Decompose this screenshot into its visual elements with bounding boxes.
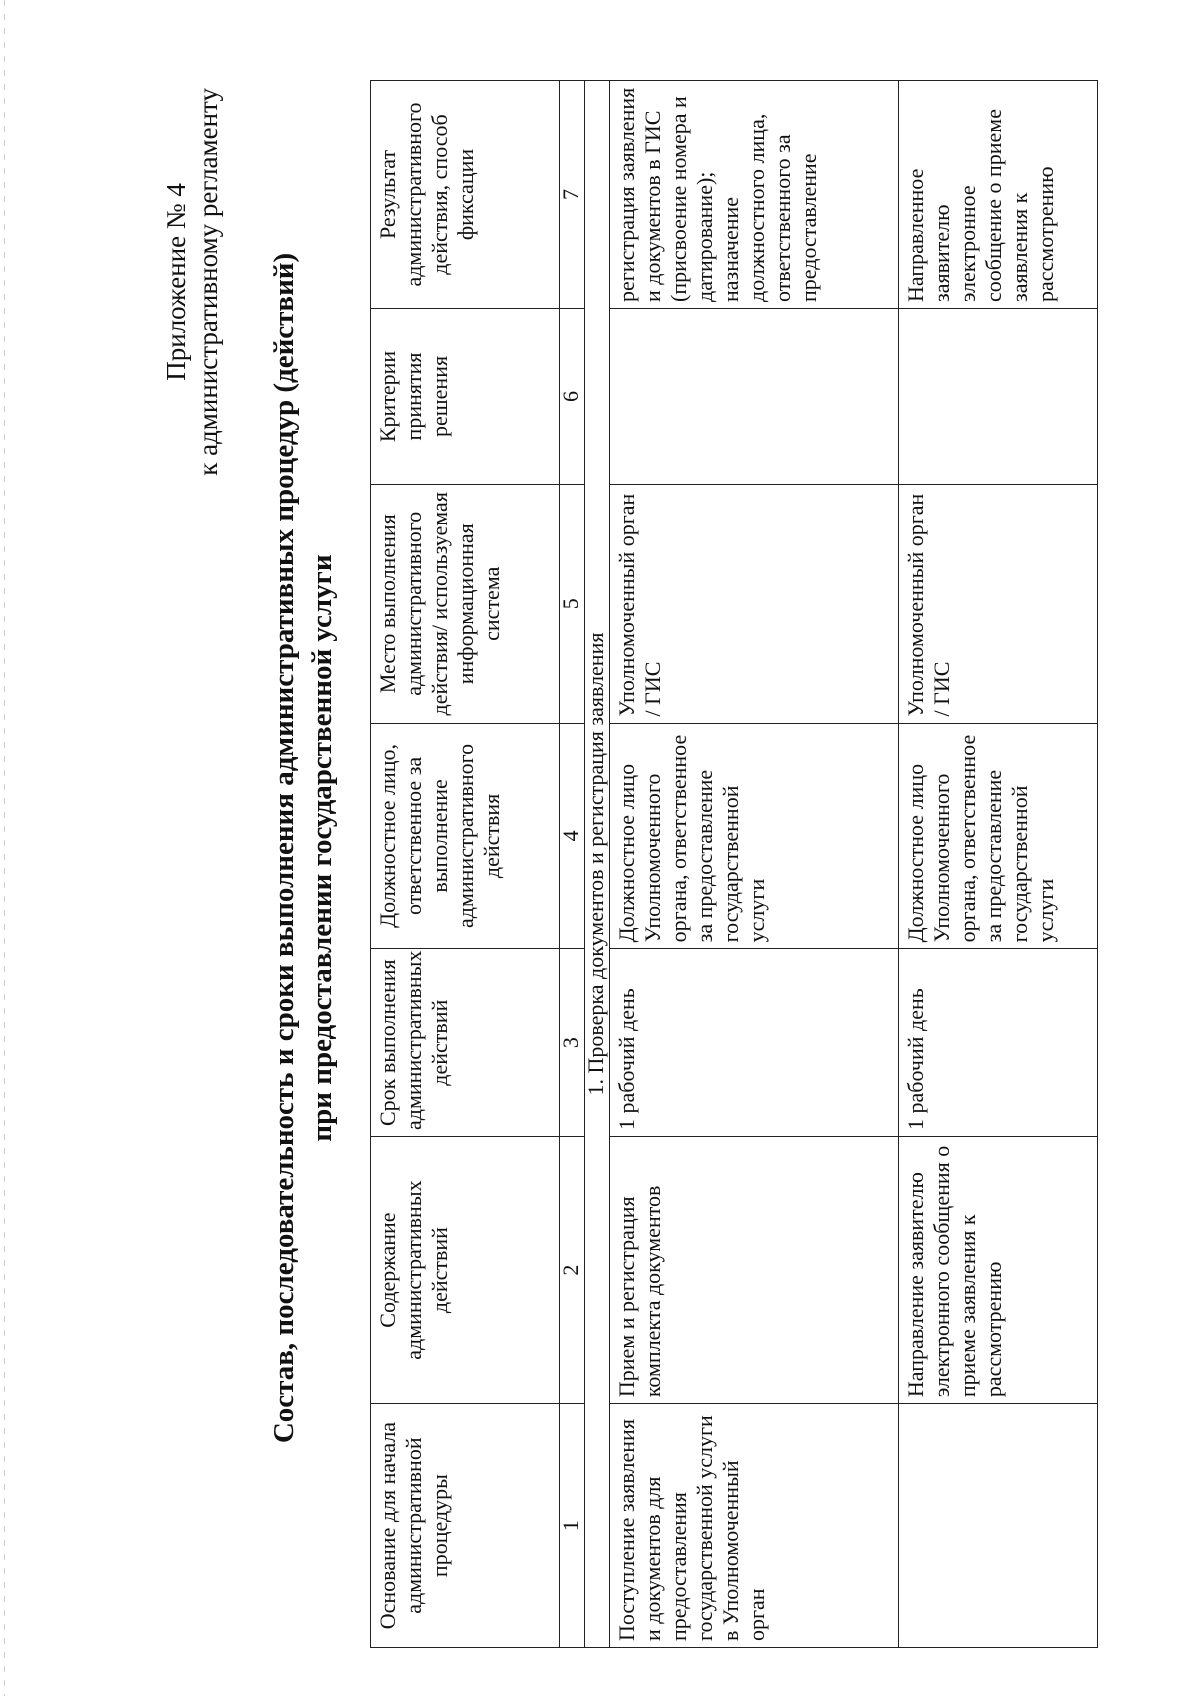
cell-place: Уполномоченный орган / ГИС [899,484,1098,723]
cell-content: Прием и регистрация комплекта документов [610,1136,899,1403]
procedures-table [370,80,1098,1648]
column-number: 2 [560,1136,585,1403]
title-line-1: Состав, последовательность и сроки выполнения административных процедур (действий) [268,252,300,1444]
appendix-line-1: Приложение № 4 [161,183,191,381]
column-number: 7 [560,81,585,309]
header-content: Содержание административных действий [371,1136,560,1403]
table-row [610,81,899,1648]
header-place: Место выполнения административного действия/ используемая информационная система [371,484,560,723]
cell-criteria [899,308,1098,484]
section-title: 1. Проверка документов и регистрация заявления [585,81,610,1648]
header-criteria: Критерии принятия решения [371,308,560,484]
cell-result: регистрация заявления и документов в ГИС (присвоение номера и датирование); назначение должностного лица, ответственного за предоставление [610,81,899,309]
cell-basis: Поступление заявления и документов для предоставления государственной услуги в Уполномоченный орган [610,1404,899,1648]
header-result: Результат административного действия, способ фиксации [371,81,560,309]
cell-term: 1 рабочий день [610,949,899,1137]
column-number: 1 [560,1404,585,1648]
rotated-document-page [20,28,1160,1668]
cell-official: Должностное лицо Уполномоченного органа, ответственное за предоставление государственной услуги [610,723,899,949]
document-title [265,48,341,1648]
column-numbers-row [560,81,585,1648]
table-header-row [371,81,560,1648]
appendix-note [160,88,224,476]
title-line-2: при предоставлении государственной услуги [306,554,338,1142]
column-number: 4 [560,723,585,949]
cell-place: Уполномоченный орган / ГИС [610,484,899,723]
appendix-line-2: к административному регламенту [193,88,223,476]
section-row [585,81,610,1648]
cell-official: Должностное лицо Уполномоченного органа, ответственное за предоставление государственной услуги [899,723,1098,949]
scan-edge-artifact [4,0,5,1696]
header-official: Должностное лицо, ответственное за выполнение административного действия [371,723,560,949]
column-number: 3 [560,949,585,1137]
table-row [899,81,1098,1648]
cell-content: Направление заявителю электронного сообщения о приеме заявления к рассмотрению [899,1136,1098,1403]
cell-criteria [610,308,899,484]
cell-term: 1 рабочий день [899,949,1098,1137]
column-number: 6 [560,308,585,484]
header-term: Срок выполнения административных действий [371,949,560,1137]
cell-result: Направленное заявителю электронное сообщение о приеме заявления к рассмотрению [899,81,1098,309]
cell-basis [899,1404,1098,1648]
header-basis: Основание для начала административной процедуры [371,1404,560,1648]
column-number: 5 [560,484,585,723]
